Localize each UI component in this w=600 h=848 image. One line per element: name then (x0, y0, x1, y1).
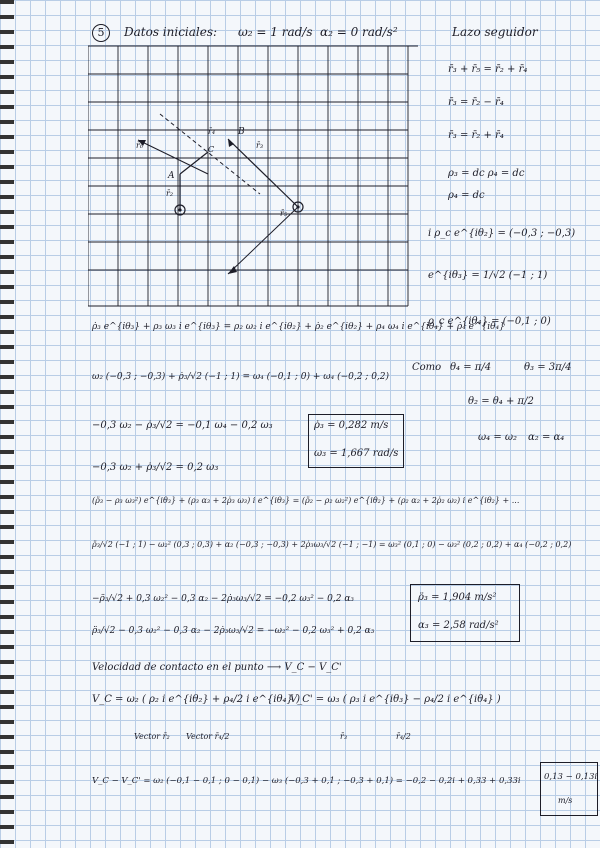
final-answer-unit: m/s (558, 796, 573, 805)
omega2-value: ω₂ = 1 rad/s (238, 25, 313, 39)
result-omega3: ω₃ = 1,667 rad/s (314, 448, 399, 459)
final-answer-box (540, 762, 598, 816)
velocity-eq-4: −0,3 ω₂ + ρ̇₃/√2 = 0,2 ω₃ (92, 462, 219, 473)
label-r2: r̄₂ (166, 189, 174, 198)
contact-title: Velocidad de contacto en el punto ⟶ V_C − V_C' (92, 662, 342, 673)
problem-number: 5 (92, 24, 110, 42)
point-c: C (208, 145, 215, 154)
vector-eq-4: ρ₃ = dc ρ₄ = dc (448, 168, 525, 179)
acceleration-eq-1: (ρ̈₃ − ρ₃ ω₃²) e^{iθ₃} + (ρ₃ α₃ + 2ρ̇₃ ω₃) i e^{iθ₃} = (ρ̈₂ − ρ₂ ω₂²) e^{iθ₂} + (ρ₂ α₂ + 2ρ̇₂ ω₂) i e^{iθ₂} + ... (92, 496, 520, 505)
label-r6: r̄₆ (136, 141, 144, 150)
vector-eq-5: ρ₄ = dc (448, 190, 485, 201)
side-eq-2: e^{iθ₃} = 1/√2 (−1 ; 1) (428, 270, 548, 281)
side-eq-1: i ρ_c e^{iθ₂} = (−0,3 ; −0,3) (428, 228, 576, 239)
point-b: B (238, 127, 245, 137)
point-a: A (168, 171, 175, 181)
vc-under-2: Vector r̄₄/2 (186, 732, 230, 741)
velocity-eq-3: −0,3 ω₂ − ρ̇₃/√2 = −0,1 ω₄ − 0,2 ω₃ (92, 420, 273, 431)
como-theta3: θ₃ = 3π/4 (524, 362, 572, 373)
como-label: Como (412, 362, 442, 373)
diagram-grid (88, 46, 408, 306)
vc-prime-eq: V_C' = ω₃ ( ρ₃ i e^{iθ₃} − ρ₄/2 i e^{iθ₄} ) (290, 694, 501, 705)
alpha2-value: α₂ = 0 rad/s² (320, 25, 398, 39)
result-rho3-ddot: ρ̈₃ = 1,904 m/s² (418, 592, 497, 603)
velocity-eq-2: ω₂ (−0,3 ; −0,3) + ρ̇₃/√2 (−1 ; 1) = ω₄ (−0,1 ; 0) + ω₄ (−0,2 ; 0,2) (92, 372, 390, 382)
como-theta4: θ₄ = π/4 (450, 362, 492, 373)
spiral-binding (0, 0, 14, 848)
vector-eq-3: r̄₃ = r̄₂ + r̄₄ (448, 130, 504, 141)
vc-eq: V_C = ω₂ ( ρ₂ i e^{iθ₂} + ρ₄/2 i e^{iθ₄} ) (92, 694, 300, 705)
velocity-eq-1: ρ̇₃ e^{iθ₃} + ρ₃ ω₃ i e^{iθ₃} = ρ₂ ω₂ i e^{iθ₂} + ρ̇₂ e^{iθ₂} + ρ₄ ω₄ i e^{iθ₄} + ρ̇₄ e^{iθ₄} (92, 322, 505, 332)
mechanism-diagram (88, 44, 418, 314)
acceleration-eq-2: ρ̈₃/√2 (−1 ; 1) − ω₂² (0,3 ; 0,3) + α₂ (−0,3 ; −0,3) + 2ρ̇₃ω₃/√2 (−1 ; −1) = ω₃² (0,1 ; 0) − ω₃² (0,2 ; 0,2) + α₄ (−0,2 ; 0,2) (92, 540, 572, 549)
vc-prime-under-2: r̄₄/2 (396, 732, 411, 741)
como-theta2: θ₂ = θ₄ + π/2 (468, 396, 534, 407)
label-r5: r̄₅ (280, 209, 288, 218)
label-r3: r̄₃ (256, 141, 264, 150)
result-alpha3: α₃ = 2,58 rad/s² (418, 620, 499, 631)
acceleration-eq-3: −ρ̈₃/√2 + 0,3 ω₂² − 0,3 α₂ − 2ρ̇₃ω₃/√2 = −0,2 ω₃² − 0,2 α₃ (92, 594, 355, 604)
final-eq: V_C − V_C' = ω₂ (−0,1 − 0,1 ; 0 − 0,1) − ω₃ (−0,3 + 0,1 ; −0,3 + 0,1) = −0,2 − 0,2i + 0,33 + 0,33i (92, 776, 521, 786)
label-r4: r̄₄ (208, 127, 216, 136)
acceleration-eq-4: ρ̈₃/√2 − 0,3 ω₂² − 0,3 α₂ − 2ρ̇₃ω₃/√2 = −ω₂² − 0,2 ω₃² + 0,2 α₃ (92, 626, 375, 636)
como-omega4: ω₄ = ω₂ (478, 432, 518, 443)
final-answer: 0,13 − 0,13i (544, 772, 598, 782)
como-alpha: α₂ = α₄ (528, 432, 565, 443)
initial-data-label: Datos iniciales: (124, 25, 218, 39)
vector-eq-1: r̄₃ + r̄₅ = r̄₂ + r̄₄ (448, 64, 528, 75)
vc-prime-under-1: r̄₃ (340, 732, 348, 741)
vc-under-1: Vector r̄₂ (134, 732, 170, 741)
side-eq-3: ρ_c e^{iθ₄} = (−0,1 ; 0) (428, 316, 551, 327)
loop-label: Lazo seguidor (452, 25, 538, 39)
vector-eq-2: r̄₃ = r̄₂ − r̄₄ (448, 97, 504, 108)
result-rho3-dot: ρ̇₃ = 0,282 m/s (314, 420, 389, 431)
